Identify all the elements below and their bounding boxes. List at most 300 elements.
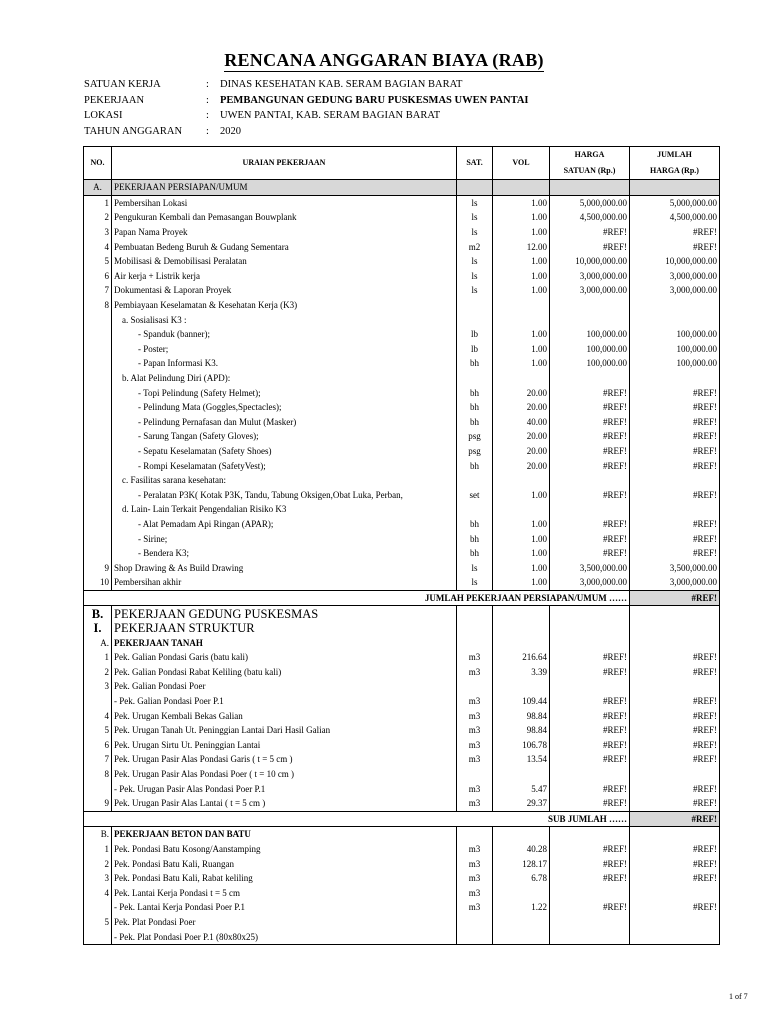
table-row [84,415,720,430]
row-unit: set [457,487,493,502]
header-jumlah-harga [630,147,720,180]
row-number: 5 [84,723,112,738]
row-unit [457,298,493,313]
table-row [84,781,720,796]
info-label: PEKERJAAN [84,94,145,106]
row-unit [457,312,493,327]
row-total: #REF! [630,900,720,915]
row-volume: 20.00 [493,458,550,473]
row-total [630,312,720,327]
row-description: PEKERJAAN STRUKTUR [112,621,457,636]
row-unit: m2 [457,239,493,254]
row-volume: 6.78 [493,871,550,886]
table-row [84,886,720,901]
row-volume: 1.00 [493,517,550,532]
row-total: #REF! [630,694,720,709]
row-volume [493,679,550,694]
section-row [84,180,720,196]
table-row [84,429,720,444]
row-volume: 29.37 [493,796,550,811]
row-unit-price: #REF! [550,531,630,546]
table-row [84,458,720,473]
row-description: Pek. Urugan Pasir Alas Pondasi Poer ( t = 10 cm ) [112,767,457,782]
table-row [84,517,720,532]
row-description: Pek. Galian Pondasi Rabat Keliling (batu kali) [112,665,457,680]
row-unit-price: #REF! [550,856,630,871]
row-total: #REF! [630,239,720,254]
row-number [84,502,112,517]
row-unit: lb [457,327,493,342]
table-row [84,650,720,665]
row-volume: 3.39 [493,665,550,680]
row-number [84,694,112,709]
row-unit [457,621,493,636]
row-total: 3,500,000.00 [630,560,720,575]
row-volume: 1.00 [493,269,550,284]
info-colon: : [206,110,209,121]
row-volume: 1.00 [493,225,550,240]
row-description: - Sirine; [112,531,457,546]
table-row [84,254,720,269]
info-label: SATUAN KERJA [84,79,161,90]
row-total: #REF! [630,225,720,240]
row-number: B. [84,827,112,842]
row-unit-price: #REF! [550,738,630,753]
row-unit: ls [457,575,493,590]
row-volume: 1.00 [493,195,550,210]
row-unit [457,473,493,488]
row-total [630,473,720,488]
row-volume: 20.00 [493,444,550,459]
row-unit-price [550,180,630,196]
row-total: #REF! [630,738,720,753]
info-colon: : [206,79,209,90]
row-description: Pembersihan akhir [112,575,457,590]
row-unit: m3 [457,871,493,886]
row-unit [457,371,493,386]
row-description: Pek. Urugan Sirtu Ut. Peninggian Lantai [112,738,457,753]
table-header [84,147,720,180]
row-volume: 1.00 [493,531,550,546]
row-unit-price: #REF! [550,429,630,444]
row-description: - Poster; [112,342,457,357]
row-description: PEKERJAAN TANAH [112,635,457,650]
row-description: PEKERJAAN BETON DAN BATU [112,827,457,842]
subtotal-label: JUMLAH PEKERJAAN PERSIAPAN/UMUM …… [84,590,630,606]
row-description: Shop Drawing & As Build Drawing [112,560,457,575]
row-description: - Rompi Keselamatan (SafetyVest); [112,458,457,473]
row-unit-price [550,929,630,944]
row-unit: bh [457,400,493,415]
subtotal-row [84,590,720,606]
table-row [84,239,720,254]
row-unit-price: #REF! [550,650,630,665]
row-unit-price: #REF! [550,708,630,723]
row-number [84,458,112,473]
page-number: 1 of 7 [729,992,748,1001]
row-total: #REF! [630,487,720,502]
row-unit-price [550,312,630,327]
row-total [630,606,720,621]
row-number: 8 [84,298,112,313]
row-unit: m3 [457,752,493,767]
row-volume: 5.47 [493,781,550,796]
row-unit-price [550,473,630,488]
row-volume [493,886,550,901]
row-unit-price: #REF! [550,781,630,796]
row-volume: 1.00 [493,560,550,575]
row-unit: m3 [457,665,493,680]
row-total: 5,000,000.00 [630,195,720,210]
row-unit-price [550,635,630,650]
row-unit-price: #REF! [550,723,630,738]
table-row [84,444,720,459]
row-description: - Topi Pelindung (Safety Helmet); [112,385,457,400]
row-unit-price: #REF! [550,842,630,857]
row-volume: 1.00 [493,254,550,269]
row-description: a. Sosialisasi K3 : [112,312,457,327]
row-description: - Sarung Tangan (Safety Gloves); [112,429,457,444]
row-number [84,371,112,386]
row-unit [457,180,493,196]
row-description: PEKERJAAN PERSIAPAN/UMUM [112,180,457,196]
info-row [84,108,440,123]
row-unit-price: #REF! [550,796,630,811]
table-row [84,842,720,857]
table-row [84,665,720,680]
row-volume [493,298,550,313]
row-number [84,385,112,400]
row-number: 1 [84,195,112,210]
row-unit-price [550,371,630,386]
row-total: #REF! [630,708,720,723]
section-row [84,606,720,621]
table-row [84,400,720,415]
row-number: I. [84,621,112,636]
row-volume: 216.64 [493,650,550,665]
row-number [84,929,112,944]
row-unit [457,929,493,944]
row-unit [457,827,493,842]
table-row [84,298,720,313]
row-description: - Sepatu Keselamatan (Safety Shoes) [112,444,457,459]
row-volume: 109.44 [493,694,550,709]
row-total [630,827,720,842]
row-number [84,531,112,546]
header-harga-line1: HARGA [574,150,605,159]
row-unit: ls [457,560,493,575]
table-row [84,679,720,694]
table-row [84,312,720,327]
row-volume: 20.00 [493,385,550,400]
row-unit [457,767,493,782]
row-number: 4 [84,886,112,901]
row-total [630,635,720,650]
table-row [84,723,720,738]
header-harga-line2: SATUAN (Rp.) [563,166,616,175]
row-number: 8 [84,767,112,782]
row-unit [457,606,493,621]
row-unit: bh [457,531,493,546]
row-unit: m3 [457,694,493,709]
row-description: Pek. Pondasi Batu Kali, Rabat keliling [112,871,457,886]
table-row [84,195,720,210]
row-description: - Papan Informasi K3. [112,356,457,371]
table-row [84,900,720,915]
row-unit: bh [457,356,493,371]
row-volume: 40.28 [493,842,550,857]
row-description: Pembiayaan Keselamatan & Kesehatan Kerja (K3) [112,298,457,313]
row-unit-price: #REF! [550,487,630,502]
row-total [630,767,720,782]
row-volume [493,180,550,196]
row-description: Papan Nama Proyek [112,225,457,240]
row-unit: m3 [457,856,493,871]
rab-table [83,146,720,945]
row-volume: 106.78 [493,738,550,753]
row-unit-price: #REF! [550,415,630,430]
row-unit: bh [457,385,493,400]
row-description: - Pek. Plat Pondasi Poer P.1 (80x80x25) [112,929,457,944]
header-harga-satuan [550,147,630,180]
section-row [84,827,720,842]
row-total: #REF! [630,546,720,561]
row-unit-price [550,502,630,517]
row-unit-price: #REF! [550,546,630,561]
row-number: 10 [84,575,112,590]
table-row [84,929,720,944]
row-total: 100,000.00 [630,327,720,342]
row-number [84,312,112,327]
row-total: #REF! [630,723,720,738]
row-unit-price: #REF! [550,871,630,886]
row-unit: ls [457,254,493,269]
row-total [630,915,720,930]
row-unit-price: 100,000.00 [550,356,630,371]
row-volume: 20.00 [493,400,550,415]
table-row [84,269,720,284]
row-unit: ls [457,210,493,225]
row-number [84,546,112,561]
info-colon: : [206,125,209,137]
row-unit-price: #REF! [550,752,630,767]
row-total: 100,000.00 [630,342,720,357]
row-unit-price: 3,000,000.00 [550,575,630,590]
row-unit: bh [457,458,493,473]
info-value: 2020 [220,125,241,137]
row-volume: 40.00 [493,415,550,430]
header-uraian: URAIAN PEKERJAAN [112,147,457,180]
row-total [630,298,720,313]
table-row [84,225,720,240]
row-total [630,502,720,517]
row-unit-price [550,827,630,842]
row-unit: m3 [457,886,493,901]
table-row [84,473,720,488]
table-row [84,342,720,357]
table-row [84,546,720,561]
row-unit-price [550,606,630,621]
row-number: 9 [84,560,112,575]
row-unit-price: 3,000,000.00 [550,269,630,284]
row-description: Pek. Urugan Tanah Ut. Peninggian Lantai Dari Hasil Galian [112,723,457,738]
row-description: Air kerja + Listrik kerja [112,269,457,284]
info-row [84,124,241,139]
row-total: #REF! [630,856,720,871]
row-number [84,473,112,488]
info-colon: : [206,94,209,106]
header-sat: SAT. [457,147,493,180]
row-description: Pek. Urugan Kembali Bekas Galian [112,708,457,723]
row-total: #REF! [630,781,720,796]
row-description: - Pek. Lantai Kerja Pondasi Poer P.1 [112,900,457,915]
row-number: 2 [84,665,112,680]
row-number: 5 [84,254,112,269]
row-number: 6 [84,269,112,284]
row-description: b. Alat Pelindung Diri (APD): [112,371,457,386]
row-number: 1 [84,842,112,857]
row-description: Pembersihan Lokasi [112,195,457,210]
row-total: #REF! [630,752,720,767]
subtotal-value: #REF! [630,590,720,606]
row-unit: m3 [457,781,493,796]
row-unit: ls [457,269,493,284]
row-volume [493,312,550,327]
row-volume: 128.17 [493,856,550,871]
row-description: Pek. Urugan Pasir Alas Pondasi Garis ( t = 5 cm ) [112,752,457,767]
row-number [84,356,112,371]
row-total [630,886,720,901]
row-unit-price: 3,000,000.00 [550,283,630,298]
row-volume: 98.84 [493,708,550,723]
row-unit-price: #REF! [550,694,630,709]
row-description: Pek. Galian Pondasi Poer [112,679,457,694]
row-number [84,415,112,430]
row-description: Pek. Pondasi Batu Kosong/Aanstamping [112,842,457,857]
row-total: 3,000,000.00 [630,283,720,298]
row-volume [493,635,550,650]
row-volume: 1.00 [493,546,550,561]
row-unit: lb [457,342,493,357]
row-description: Pembuatan Bedeng Buruh & Gudang Sementara [112,239,457,254]
table-row [84,871,720,886]
row-description: Pek. Pondasi Batu Kali, Ruangan [112,856,457,871]
row-total: 3,000,000.00 [630,575,720,590]
row-total: #REF! [630,531,720,546]
row-unit-price: #REF! [550,665,630,680]
table-row [84,356,720,371]
row-number: 4 [84,239,112,254]
row-description: - Pek. Urugan Pasir Alas Pondasi Poer P.1 [112,781,457,796]
row-unit: bh [457,415,493,430]
row-volume [493,621,550,636]
row-description: d. Lain- Lain Terkait Pengendalian Risiko K3 [112,502,457,517]
row-unit-price: 4,500,000.00 [550,210,630,225]
row-unit: m3 [457,723,493,738]
row-unit-price [550,886,630,901]
header-jumlah-line1: JUMLAH [657,150,692,159]
row-unit-price: #REF! [550,239,630,254]
table-row [84,694,720,709]
row-unit: bh [457,517,493,532]
row-total: #REF! [630,429,720,444]
table-row [84,915,720,930]
row-description: Pengukuran Kembali dan Pemasangan Bouwplank [112,210,457,225]
row-unit: m3 [457,796,493,811]
header-no: NO. [84,147,112,180]
row-volume [493,606,550,621]
row-unit [457,679,493,694]
row-unit-price: #REF! [550,458,630,473]
table-row [84,210,720,225]
row-total: #REF! [630,842,720,857]
row-description: Dokumentasi & Laporan Proyek [112,283,457,298]
row-volume: 1.00 [493,283,550,298]
row-volume: 13.54 [493,752,550,767]
row-unit: ls [457,195,493,210]
row-number [84,781,112,796]
table-row [84,752,720,767]
row-number: 5 [84,915,112,930]
row-total: 100,000.00 [630,356,720,371]
row-description: - Alat Pemadam Api Ringan (APAR); [112,517,457,532]
table-row [84,708,720,723]
row-unit: ls [457,225,493,240]
row-number: 9 [84,796,112,811]
row-unit-price [550,679,630,694]
row-number [84,900,112,915]
row-unit-price: 5,000,000.00 [550,195,630,210]
row-volume: 20.00 [493,429,550,444]
section-row [84,635,720,650]
row-unit [457,635,493,650]
row-volume [493,473,550,488]
row-number: 7 [84,752,112,767]
row-total: #REF! [630,650,720,665]
row-total [630,621,720,636]
row-unit-price [550,915,630,930]
row-unit-price [550,621,630,636]
row-total: #REF! [630,400,720,415]
row-unit-price: #REF! [550,400,630,415]
row-description: - Pelindung Pernafasan dan Mulut (Masker) [112,415,457,430]
row-number: 2 [84,856,112,871]
section-row [84,621,720,636]
row-volume [493,827,550,842]
row-description: - Spanduk (banner); [112,327,457,342]
info-label: TAHUN ANGGARAN [84,125,183,137]
row-unit-price: #REF! [550,225,630,240]
row-description: Pek. Galian Pondasi Garis (batu kali) [112,650,457,665]
row-volume [493,929,550,944]
table-row [84,856,720,871]
table-row [84,767,720,782]
row-description: - Bendera K3; [112,546,457,561]
row-volume: 1.22 [493,900,550,915]
row-volume: 98.84 [493,723,550,738]
row-volume [493,767,550,782]
table-row [84,327,720,342]
row-volume [493,915,550,930]
row-description: - Pelindung Mata (Goggles,Spectacles); [112,400,457,415]
row-description: Pek. Plat Pondasi Poer [112,915,457,930]
row-unit-price: 10,000,000.00 [550,254,630,269]
row-volume: 1.00 [493,487,550,502]
subtotal-label: SUB JUMLAH …… [84,811,630,827]
row-number: 3 [84,871,112,886]
row-number: 3 [84,225,112,240]
table-row [84,385,720,400]
